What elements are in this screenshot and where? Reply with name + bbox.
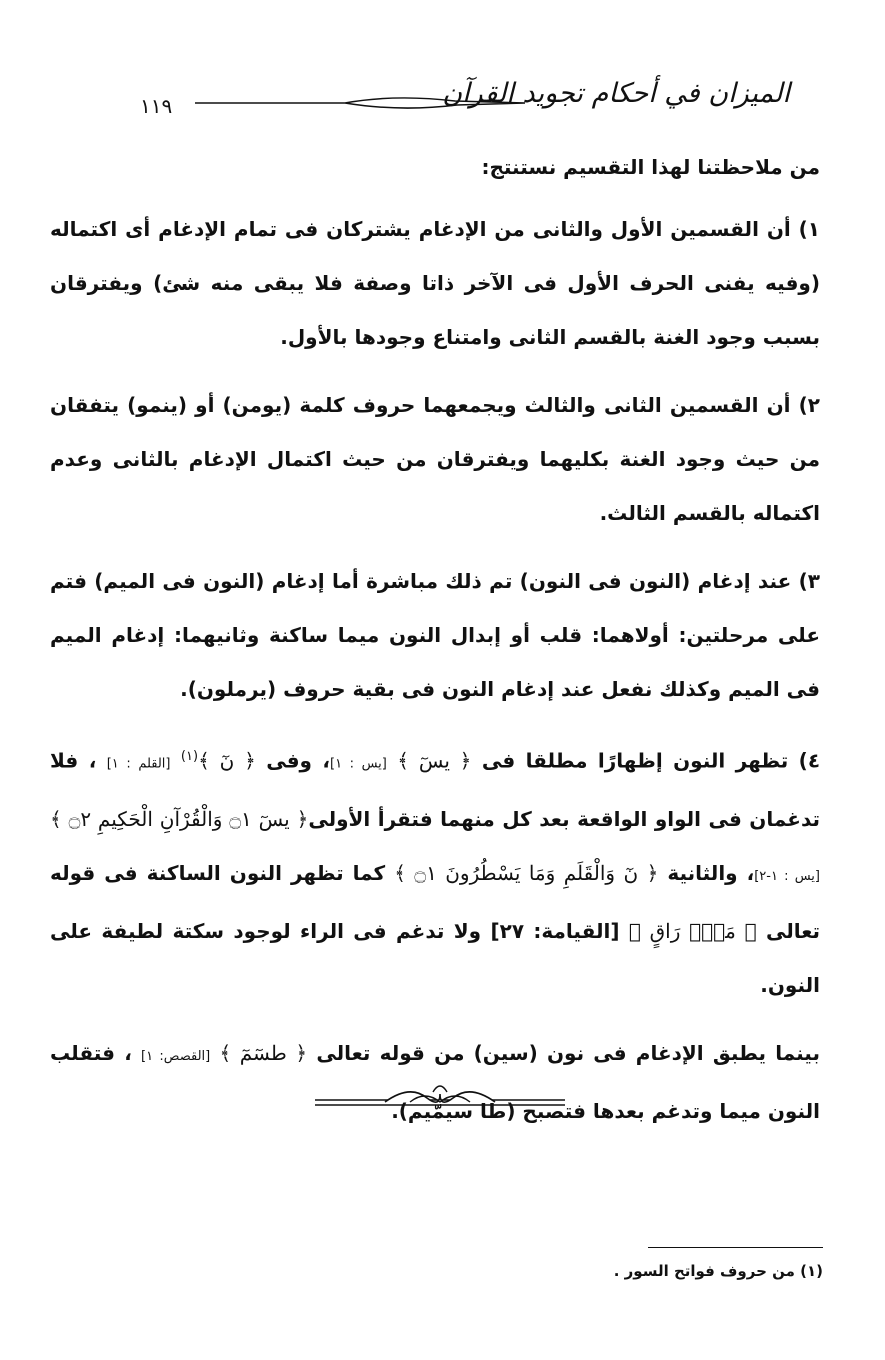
- verse-ref-qalam: [القلم : ١]: [106, 756, 171, 772]
- point-5-text-b: ، فتقلب النون ميما وتدغم بعدها فتصبح (طا سيمّيم).: [50, 1040, 820, 1123]
- point-5-text-a: بينما يطبق الإدغام فى نون (سين) من قوله تعالى: [316, 1040, 820, 1065]
- quran-verse-yasin: ﴿ يسٓ ﴾: [397, 748, 472, 773]
- point-4-text-c: ، فلا تدغمان فى الواو الواقعة بعد كل منهما فتقرأ الأولى: [50, 748, 821, 831]
- footnote-marker: (١): [180, 749, 199, 764]
- point-3: ٣) عند إدغام (النون فى النون) تم ذلك مباشرة أما إدغام (النون فى الميم) فتم على مرحلتين: أولاهما: قلب أو إبدال النون ميما ساكنة وثانيهما: إدغام الميم فى الميم وكذلك نفعل عند إدغام النون فى بقية حروف (يرملون).: [50, 569, 820, 701]
- intro-line: من ملاحظتنا لهذا التقسيم نستنتج:: [481, 155, 820, 179]
- footnote: (١) من حروف فواتح السور .: [613, 1262, 823, 1280]
- verse-ref-qiyamah: [القيامة: ٢٧]: [490, 918, 620, 943]
- point-4-text-a: ٤) تظهر النون إظهارًا مطلقا فى: [481, 748, 821, 773]
- point-4-text-d: ، والثانية: [667, 860, 755, 885]
- quran-verse-qalam-full: ﴿ نٓ وَالْقَلَمِ وَمَا يَسْطُرُونَ ۝١ ﴾: [394, 860, 659, 885]
- quran-verse-tasim: ﴿ طسٓمٓ ﴾: [219, 1040, 308, 1065]
- running-header: [140, 78, 790, 128]
- point-2: ٢) أن القسمين الثانى والثالث ويجمعهما حروف كلمة (يومن) أو (ينمو) يتفقان من حيث وجود الغنة بكليهما ويفترقان من حيث اكتمال الإدغام بالثانى وعدم اكتماله بالقسم الثالث.: [50, 393, 820, 525]
- point-1: ١) أن القسمين الأول والثانى من الإدغام يشتركان فى تمام الإدغام أى اكتماله (وفيه يفنى الحرف الأول فى الآخر ذاتا وصفة فلا يبقى منه شئ) ويفترقان بسبب وجود الغنة بالقسم الثانى وامتناع وجودها بالأول.: [50, 217, 820, 349]
- header-flourish: [195, 92, 525, 114]
- point-4-text-b: ، وفى: [266, 748, 330, 773]
- verse-ref-yasin-range: [يس : ١-٢]: [754, 868, 820, 884]
- page-number: ١١٩: [140, 94, 173, 118]
- quran-verse-yasin-full: ﴿ يسٓ ۝١ وَالْقُرْآنِ الْحَكِيمِ ۝٢ ﴾: [50, 806, 309, 831]
- verse-ref-qasas: [القصص: ١]: [141, 1048, 211, 1064]
- header-title: الميزان في أحكام تجويد القرآن: [442, 78, 790, 109]
- section-divider-ornament: [315, 1078, 565, 1118]
- quran-verse-nun: ﴿ نٓ ﴾: [198, 748, 256, 773]
- point-4-text-f: ولا تدغم فى الراء لوجود سكتة لطيفة على النون.: [50, 918, 820, 997]
- verse-ref-yasin: [يس : ١]: [330, 756, 387, 772]
- quran-verse-man-raq: ﴿ مَنْۜ رَاقٍ ﴾: [628, 918, 757, 943]
- footnote-rule: [648, 1247, 823, 1248]
- point-4-text-e: كما تظهر النون الساكنة فى قوله تعالى: [50, 860, 821, 943]
- point-4: [50, 730, 820, 1012]
- main-text: [50, 140, 820, 1152]
